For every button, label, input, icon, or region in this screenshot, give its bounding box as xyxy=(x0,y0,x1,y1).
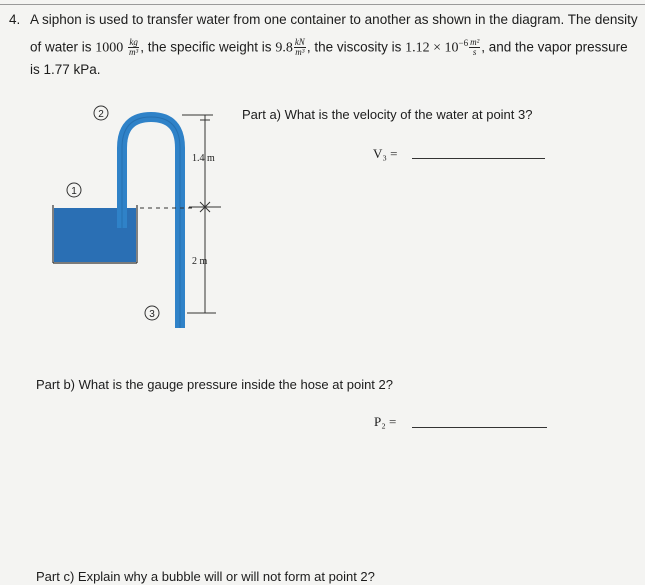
svg-text:2: 2 xyxy=(98,109,104,120)
viscosity-value: 1.12 × 10 xyxy=(405,40,459,56)
part-b-answer-label: P₂ = xyxy=(374,414,397,429)
part-a-answer-blank[interactable] xyxy=(412,158,545,159)
question-line-1: A siphon is used to transfer water from one container to another as shown in the diagram. The density xyxy=(30,12,638,27)
height-label-lower: 2 m xyxy=(192,256,208,267)
point-3-marker xyxy=(145,306,159,320)
density-value: 1000 xyxy=(95,40,124,56)
part-c-prompt: Part c) Explain why a bubble will or will not form at point 2? xyxy=(36,569,375,584)
point-1-marker xyxy=(67,183,81,197)
height-label-upper: 1.4 m xyxy=(192,153,215,164)
specific-weight-unit: $\frac{kN}{\text{m³}}$ xyxy=(294,37,305,58)
part-a-answer-label: V₃ = xyxy=(373,146,398,161)
question-number: 4. xyxy=(9,12,21,27)
part-b-answer-blank[interactable] xyxy=(412,427,547,428)
point-2-marker xyxy=(94,106,108,120)
part-b-prompt: Part b) What is the gauge pressure inside the hose at point 2? xyxy=(36,377,393,392)
viscosity-exponent: −6 xyxy=(458,38,469,48)
viscosity-unit: $\frac{\text{m²}}{s}$ xyxy=(470,37,480,58)
text-segment: of water is xyxy=(30,39,96,55)
text-segment: , and the vapor pressure xyxy=(481,39,628,55)
part-a-prompt: Part a) What is the velocity of the water at point 3? xyxy=(242,107,533,122)
specific-weight-value: 9.8 xyxy=(275,40,293,56)
density-unit: $\frac{kg}{\text{m³}}$ xyxy=(129,37,139,58)
text-segment: , the viscosity is xyxy=(306,39,406,55)
svg-text:3: 3 xyxy=(149,309,155,320)
text-segment: , the specific weight is xyxy=(140,39,276,55)
svg-text:1: 1 xyxy=(71,186,77,197)
question-line-3: is 1.77 kPa. xyxy=(30,62,101,77)
